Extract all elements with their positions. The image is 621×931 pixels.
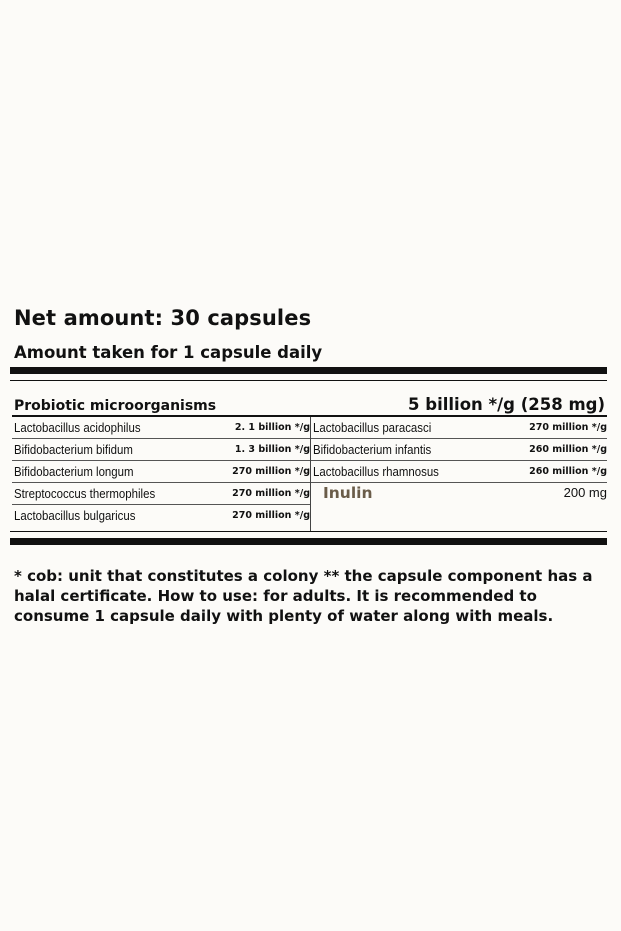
strain-name: Bifidobacterium infantis [313,442,432,457]
strain-name: Bifidobacterium bifidum [14,442,133,457]
table-row [12,439,310,461]
strain-name: Lactobacillus bulgaricus [14,508,136,523]
amount-taken-subheading: Amount taken for 1 capsule daily [14,343,323,362]
probiotic-table [10,388,607,531]
net-amount-heading: Net amount: 30 capsules [14,306,312,330]
table-row [311,439,607,461]
bottom-thin-rule [10,531,607,532]
strain-name: Streptococcus thermophiles [14,486,156,501]
table-row [311,461,607,483]
strain-name: Lactobacillus rhamnosus [313,464,439,479]
inulin-label: Inulin [323,484,373,502]
top-thin-rule [10,380,607,381]
table-heading: Probiotic microorganisms [14,398,217,414]
inulin-value: 200 mg [563,485,607,500]
strain-name: Lactobacillus paracasci [313,420,432,435]
table-row [311,417,607,439]
strain-value: 270 million */g [232,510,310,521]
strain-name: Lactobacillus acidophilus [14,420,141,435]
strain-name: Bifidobacterium longum [14,464,134,479]
strain-value: 270 million */g [232,466,310,477]
inulin-row [311,483,607,505]
table-row [12,461,310,483]
table-total: 5 billion */g (258 mg) [408,395,605,414]
table-row [12,483,310,505]
table-row [12,417,310,439]
strain-value: 270 million */g [529,422,607,433]
strain-value: 2. 1 billion */g [234,422,310,433]
strain-value: 270 million */g [232,488,310,499]
strain-value: 260 million */g [529,444,607,455]
top-thick-rule [10,367,607,374]
strain-value: 260 million */g [529,466,607,477]
bottom-thick-rule [10,538,607,545]
footnote-text: * cob: unit that constitutes a colony ** the capsule component has a halal certificate. How to use: for adults. It is recommended to consume 1 capsule daily with plenty of water along with meals. [14,567,593,625]
strain-value: 1. 3 billion */g [234,444,310,455]
table-row [12,505,310,527]
